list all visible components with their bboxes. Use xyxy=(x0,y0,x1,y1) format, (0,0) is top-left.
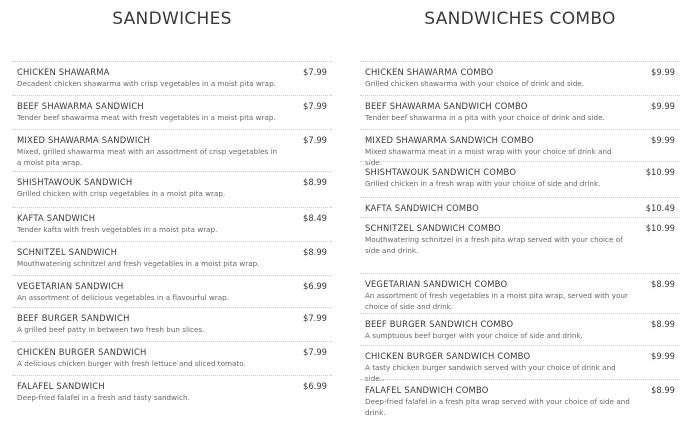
menu-item-price: $7.99 xyxy=(303,67,327,77)
menu-item-price: $7.99 xyxy=(303,101,327,111)
menu-item-name: SHISHTAWOUK SANDWICH COMBO xyxy=(365,167,517,177)
menu-item-description: An assortment of delicious vegetables in a flavourful wrap. xyxy=(17,293,229,302)
menu-list xyxy=(12,61,332,413)
menu-item xyxy=(12,341,332,375)
menu-item-price: $8.99 xyxy=(651,385,675,395)
menu-item-description: Grilled chicken shawarma with your choice of drink and side. xyxy=(365,79,585,88)
menu-item-description: A grilled beef patty in between two fresh bun slices. xyxy=(17,325,205,334)
menu-item xyxy=(360,129,680,167)
menu-item-name: BEEF BURGER SANDWICH COMBO xyxy=(365,319,514,329)
menu-item-description: Grilled chicken in a fresh wrap with your choice of side and drink. xyxy=(365,179,601,188)
menu-item-description: A delicious chicken burger with fresh lettuce and sliced tomato. xyxy=(17,359,246,368)
menu-item-price: $8.49 xyxy=(303,213,327,223)
menu-item-price: $9.99 xyxy=(651,67,675,77)
menu-item-description: Mixed shawarma meat in a moist wrap with your choice of drink and side. xyxy=(365,147,612,167)
menu-item-name: CHICKEN BURGER SANDWICH COMBO xyxy=(365,351,531,361)
menu-item-name: CHICKEN BURGER SANDWICH xyxy=(17,347,147,357)
menu-item-name: VEGETARIAN SANDWICH xyxy=(17,281,124,291)
menu-item-name: BEEF BURGER SANDWICH xyxy=(17,313,130,323)
menu-item-name: FALAFEL SANDWICH COMBO xyxy=(365,385,489,395)
menu-item-description: Mouthwatering schnitzel and fresh vegetables in a moist pita wrap. xyxy=(17,259,260,268)
menu-item-price: $7.99 xyxy=(303,313,327,323)
menu-item-price: $8.99 xyxy=(651,279,675,289)
menu-item-name: FALAFEL SANDWICH xyxy=(17,381,105,391)
menu-item xyxy=(12,207,332,241)
menu-item-name: VEGETARIAN SANDWICH COMBO xyxy=(365,279,508,289)
menu-item-name: CHICKEN SHAWARMA xyxy=(17,67,110,77)
menu-item xyxy=(360,197,680,217)
menu-item-description: Deep-fried falafel in a fresh pita wrap served with your choice of side and drink. xyxy=(365,397,630,417)
menu-list xyxy=(360,61,680,419)
menu-item-name: MIXED SHAWARMA SANDWICH xyxy=(17,135,151,145)
menu-item-name: KAFTA SANDWICH xyxy=(17,213,96,223)
menu-item xyxy=(360,313,680,345)
menu-item-description: Deep-fried falafel in a fresh and tasty sandwich. xyxy=(17,393,190,402)
section-title: SANDWICHES COMBO xyxy=(424,9,616,29)
menu-item-name: MIXED SHAWARMA SANDWICH COMBO xyxy=(365,135,534,145)
section-title: SANDWICHES xyxy=(112,9,232,29)
menu-item xyxy=(12,375,332,413)
menu-item xyxy=(12,171,332,207)
menu-item-description: A tasty chicken burger sandwich served with your choice of drink and side.. xyxy=(365,363,616,383)
menu-item xyxy=(360,379,680,419)
menu-item-name: BEEF SHAWARMA SANDWICH COMBO xyxy=(365,101,528,111)
menu-item xyxy=(12,307,332,341)
menu-item xyxy=(360,273,680,313)
menu-item-price: $9.99 xyxy=(651,101,675,111)
menu-item-name: CHICKEN SHAWARMA COMBO xyxy=(365,67,494,77)
menu-item-name: BEEF SHAWARMA SANDWICH xyxy=(17,101,144,111)
menu-item-price: $10.99 xyxy=(645,167,675,177)
menu-item-price: $10.99 xyxy=(645,223,675,233)
menu-item-description: An assortment of fresh vegetables in a moist pita wrap, served with your choice of side and drink. xyxy=(365,291,628,311)
sandwiches-combo-section xyxy=(360,0,680,419)
menu-item-name: SCHNITZEL SANDWICH xyxy=(17,247,118,257)
menu-item xyxy=(12,275,332,307)
menu-item xyxy=(360,61,680,95)
menu-item-description: Tender kafta with fresh vegetables in a moist pita wrap. xyxy=(17,225,218,234)
menu-item xyxy=(360,161,680,197)
menu-item-description: Tender beef shawarma meat with fresh vegetables in a moist pita wrap. xyxy=(17,113,276,122)
menu-item-description: Mixed, grilled shawarma meat with an assortment of crisp vegetables in a moist pita wrap. xyxy=(17,147,278,167)
menu-item-description: Tender beef shawarma in a pita with your choice of drink and side. xyxy=(365,113,605,122)
menu-item-price: $10.49 xyxy=(645,203,675,213)
menu-item-description: Mouthwatering schnitzel in a fresh pita wrap served with your choice of side and drink. xyxy=(365,235,623,255)
menu-item-price: $8.99 xyxy=(651,319,675,329)
menu-item xyxy=(360,95,680,129)
menu-item-price: $6.99 xyxy=(303,381,327,391)
menu-item xyxy=(12,241,332,275)
menu-item xyxy=(12,129,332,171)
menu-item xyxy=(360,217,680,273)
menu-item-price: $7.99 xyxy=(303,135,327,145)
menu-item-name: KAFTA SANDWICH COMBO xyxy=(365,203,479,213)
menu-item-price: $8.99 xyxy=(303,247,327,257)
sandwiches-section xyxy=(12,0,332,413)
menu-item xyxy=(12,61,332,95)
menu-item xyxy=(360,345,680,383)
menu-item-price: $6.99 xyxy=(303,281,327,291)
menu-item-name: SCHNITZEL SANDWICH COMBO xyxy=(365,223,501,233)
menu-item-price: $8.99 xyxy=(303,177,327,187)
menu-item-price: $9.99 xyxy=(651,135,675,145)
menu-item-name: SHISHTAWOUK SANDWICH xyxy=(17,177,133,187)
menu-item-description: Grilled chicken with crisp vegetables in a moist pita wrap. xyxy=(17,189,226,198)
menu-item-description: A sumptuous beef burger with your choice of side and drink. xyxy=(365,331,583,340)
menu-item-price: $9.99 xyxy=(651,351,675,361)
menu-item-description: Decadent chicken shawarma with crisp vegetables in a moist pita wrap. xyxy=(17,79,276,88)
menu-item-price: $7.99 xyxy=(303,347,327,357)
menu-item xyxy=(12,95,332,129)
